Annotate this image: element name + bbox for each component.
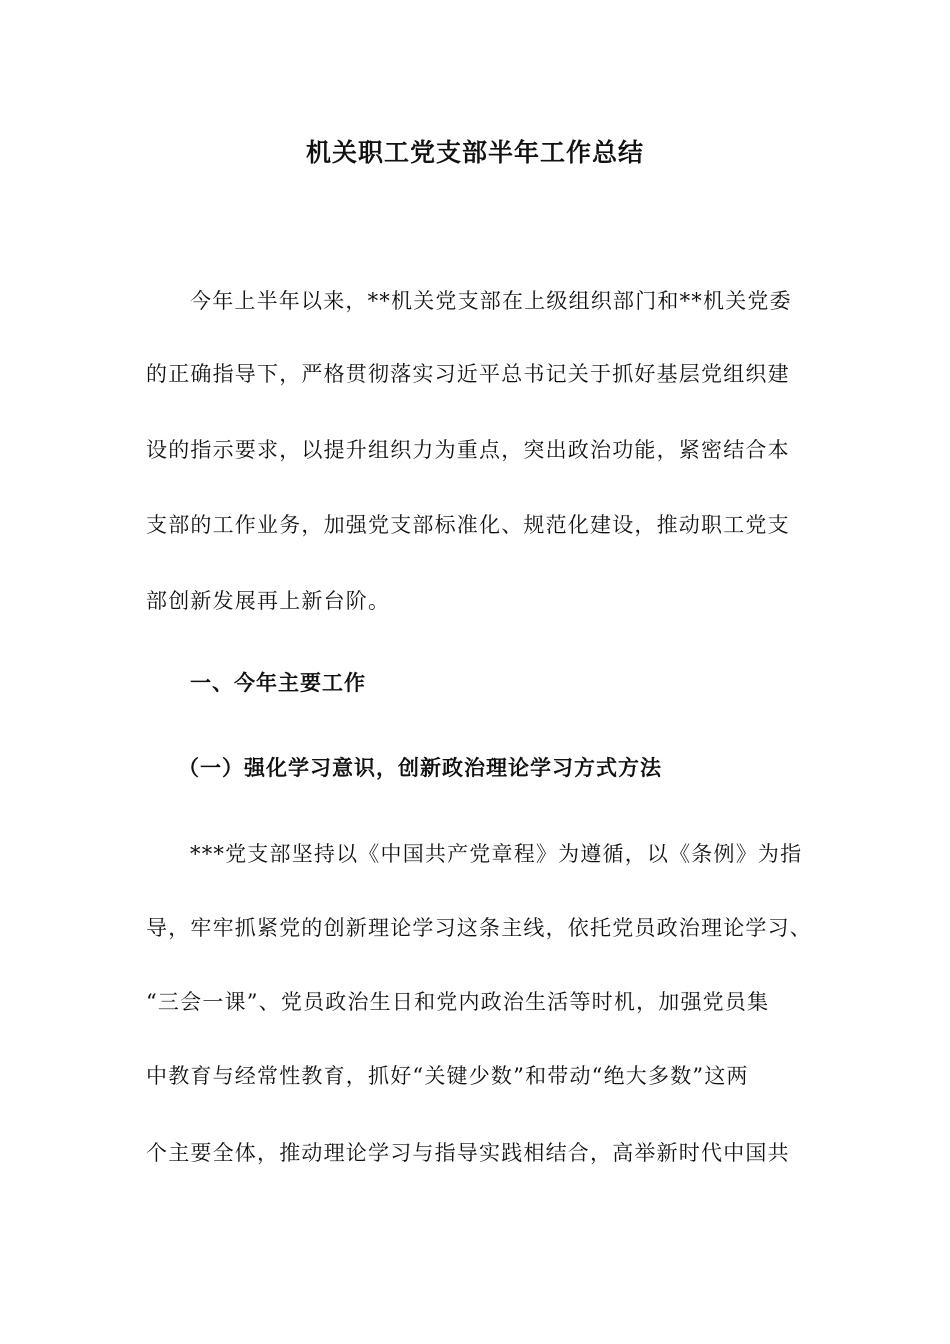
- body-line-5: 个主要全体，推动理论学习与指导实践相结合，高举新时代中国共: [146, 1141, 790, 1165]
- body-line-3: “三会一课”、党员政治生日和党内政治生活等时机，加强党员集: [146, 990, 770, 1014]
- section-heading: 一、今年主要工作: [190, 671, 366, 695]
- body-line-2: 导，牢牢抓紧党的创新理论学习这条主线，依托党员政治理论学习、: [146, 916, 812, 940]
- intro-line-3: 设的指示要求，以提升组织力为重点，突出政治功能，紧密结合本: [146, 438, 790, 462]
- intro-line-1: 今年上半年以来，**机关党支部在上级组织部门和**机关党委: [190, 289, 792, 313]
- intro-line-5: 部创新发展再上新台阶。: [146, 589, 391, 613]
- body-line-1: ***党支部坚持以《中国共产党章程》为遵循，以《条例》为指: [190, 842, 803, 866]
- subsection-heading: （一）强化学习意识，创新政治理论学习方式方法: [178, 756, 662, 780]
- body-line-4: 中教育与经常性教育，抓好“关键少数”和带动“绝大多数”这两: [146, 1064, 749, 1088]
- intro-line-4: 支部的工作业务，加强党支部标准化、规范化建设，推动职工党支: [146, 513, 790, 537]
- document-title: 机关职工党支部半年工作总结: [305, 138, 644, 167]
- intro-line-2: 的正确指导下，严格贯彻落实习近平总书记关于抓好基层党组织建: [146, 362, 790, 386]
